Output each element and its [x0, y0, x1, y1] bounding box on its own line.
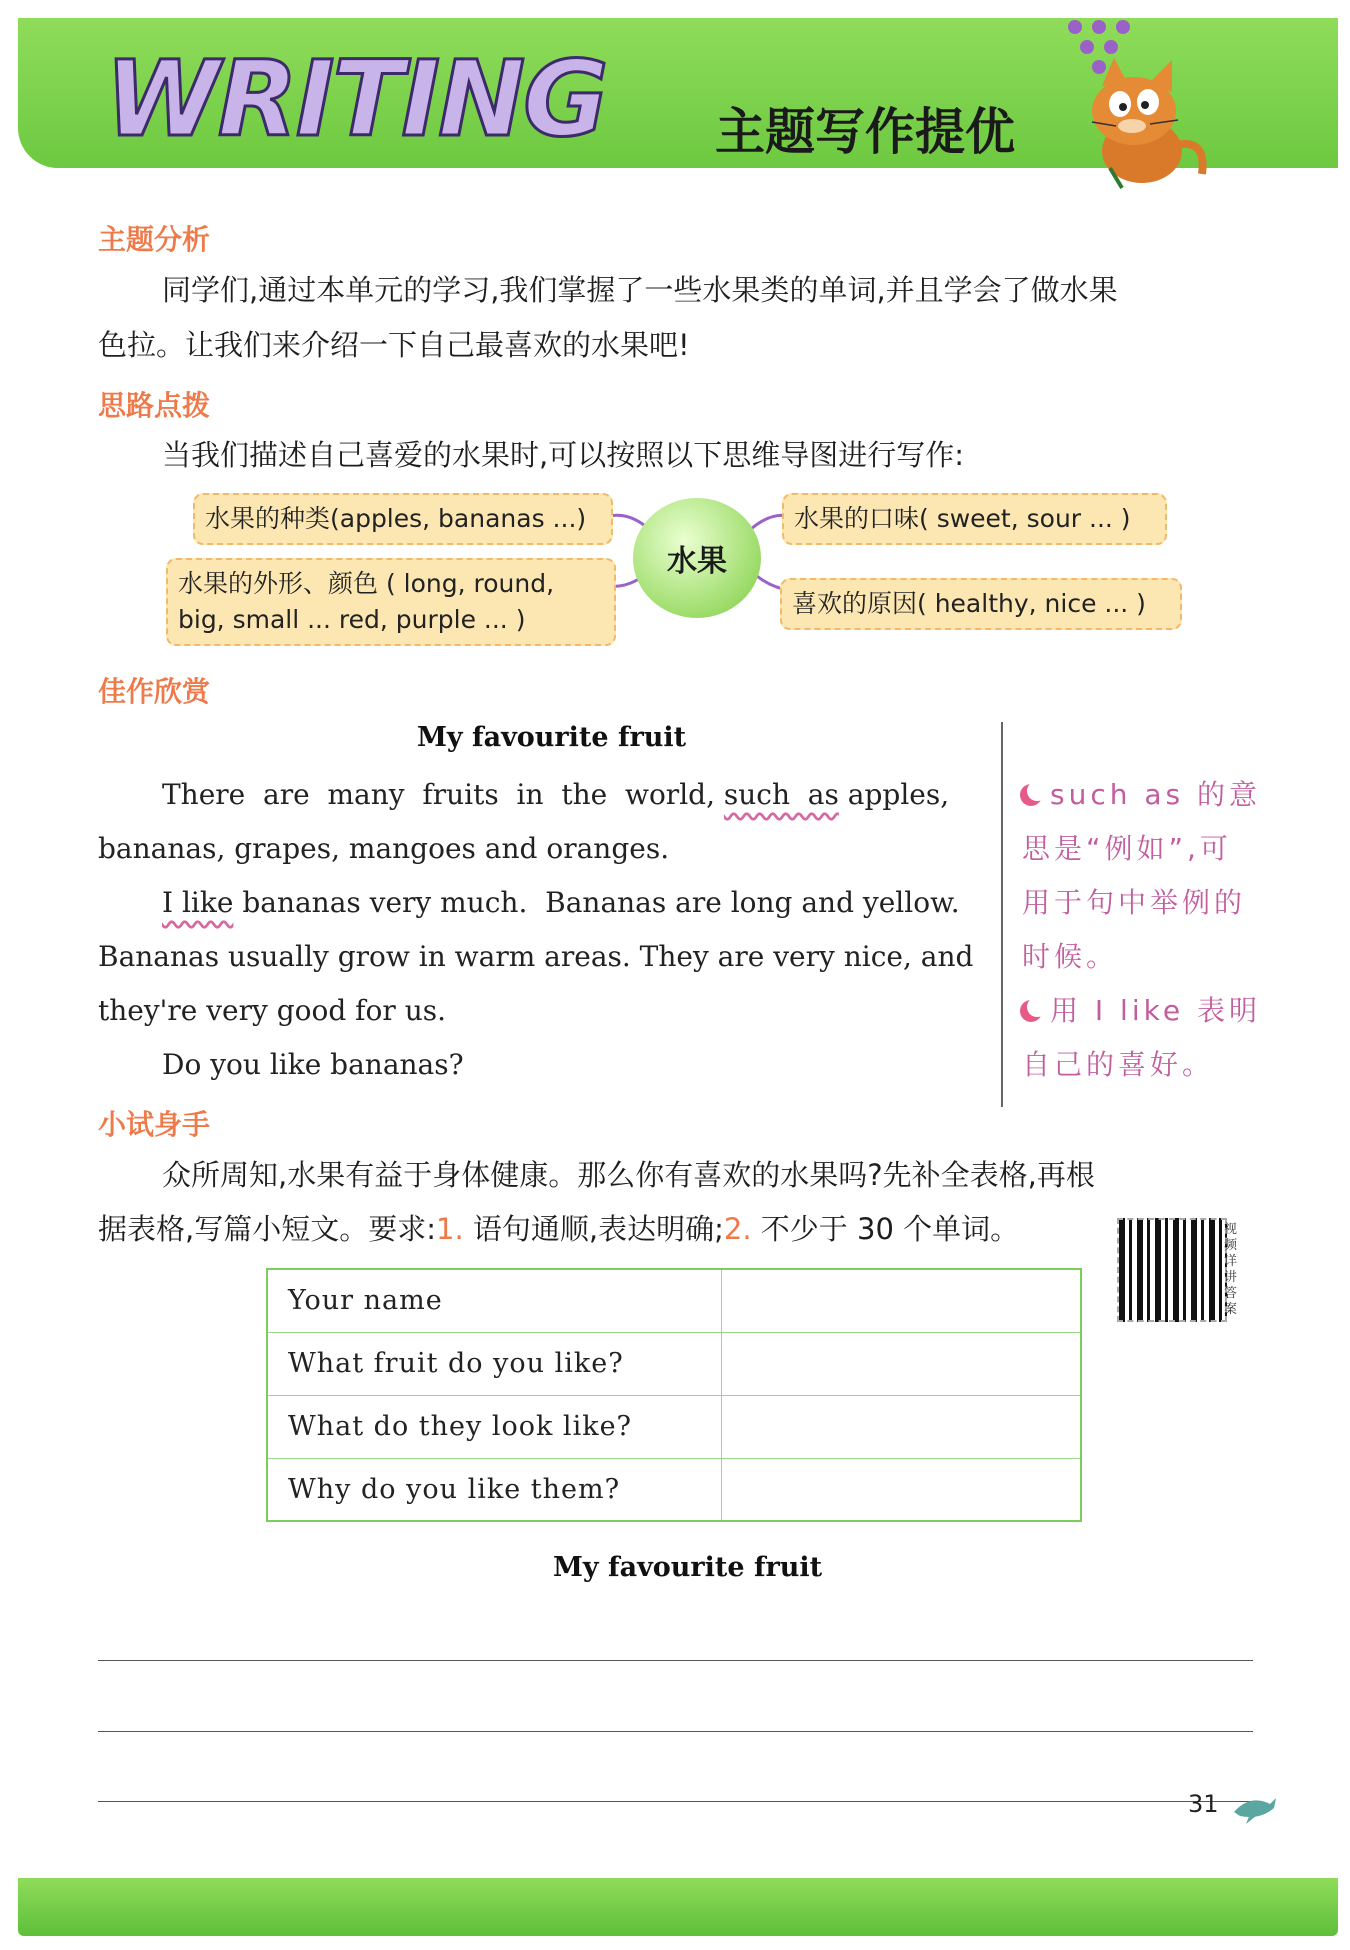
analysis-text-line2: 色拉。让我们来介绍一下自己最喜欢的水果吧! — [98, 328, 690, 362]
mind-map-reason: 喜欢的原因( healthy, nice ... ) — [780, 578, 1182, 630]
essay-text: There are many fruits in the world, — [162, 778, 715, 811]
essay-text: bananas very much. Bananas are long and yellow. — [233, 886, 960, 919]
cat-mascot-icon — [1072, 56, 1212, 191]
practice-text: 据表格,写篇小短文。要求: — [98, 1212, 436, 1246]
essay-p2-line1 — [162, 876, 960, 930]
essay-p1-line1 — [162, 768, 949, 822]
decor-dot — [1080, 40, 1094, 54]
note-text: 用 I like 表明 — [1050, 994, 1261, 1027]
table-answer-cell[interactable] — [721, 1332, 1081, 1395]
essay-p3: Do you like bananas? — [162, 1048, 464, 1081]
note1-line4: 时候。 — [1022, 940, 1119, 973]
essay-title: My favourite fruit — [417, 722, 687, 753]
note-text: such as 的意 — [1050, 778, 1262, 811]
table-row — [267, 1395, 1081, 1458]
table-row — [267, 1269, 1081, 1332]
decor-dot — [1104, 40, 1118, 54]
essay-text: apples, — [838, 778, 950, 811]
requirement-text: 不少于 30 个单词。 — [751, 1212, 1020, 1246]
qr-label: 视频详讲答案 — [1224, 1222, 1238, 1317]
table-question: What fruit do you like? — [267, 1332, 721, 1395]
writing-title: My favourite fruit — [553, 1552, 823, 1583]
note1-line2: 思是“例如”,可 — [1022, 832, 1232, 865]
practice-text-line2 — [98, 1202, 1019, 1256]
table-answer-cell[interactable] — [721, 1458, 1081, 1521]
writing-line[interactable] — [98, 1660, 1253, 1661]
dolphin-icon — [1230, 1790, 1280, 1830]
essay-p2-line3: they're very good for us. — [98, 994, 446, 1027]
practice-text-line1: 众所周知,水果有益于身体健康。那么你有喜欢的水果吗?先补全表格,再根 — [162, 1158, 1095, 1192]
moon-bullet-icon — [1020, 784, 1042, 806]
page-title: 主题写作提优 — [715, 103, 1015, 161]
section-heading-model: 佳作欣赏 — [98, 675, 211, 708]
section-heading-practice: 小试身手 — [98, 1108, 211, 1141]
section-heading-analysis: 主题分析 — [98, 223, 211, 256]
mind-map-center — [633, 498, 761, 618]
mind-map-center-label: 水果 — [667, 544, 727, 579]
decor-dot — [1068, 20, 1082, 34]
table-row — [267, 1458, 1081, 1521]
table-question: What do they look like? — [267, 1395, 721, 1458]
table-answer-cell[interactable] — [721, 1269, 1081, 1332]
writing-line[interactable] — [98, 1801, 1253, 1802]
writing-line[interactable] — [98, 1731, 1253, 1732]
analysis-text-line1: 同学们,通过本单元的学习,我们掌握了一些水果类的单词,并且学会了做水果 — [162, 273, 1118, 307]
requirement-number: 1. — [436, 1212, 464, 1246]
requirement-text: 语句通顺,表达明确; — [463, 1212, 724, 1246]
note2-line2: 自己的喜好。 — [1022, 1048, 1215, 1081]
essay-highlight-such-as: such as — [723, 778, 839, 811]
decor-dot — [1116, 20, 1130, 34]
qr-code-icon[interactable] — [1117, 1218, 1227, 1322]
decor-dot — [1092, 20, 1106, 34]
page-number: 31 — [1188, 1790, 1219, 1818]
essay-p2-line2: Bananas usually grow in warm areas. They are very nice, and — [98, 940, 974, 973]
essay-highlight-i-like: I like — [162, 886, 234, 919]
note2-line1 — [1020, 984, 1261, 1038]
mind-map-shape-color-line1: 水果的外形、颜色 ( long, round, — [178, 569, 555, 598]
footer-band — [18, 1878, 1338, 1936]
notes-divider — [1001, 722, 1003, 1107]
moon-bullet-icon — [1020, 1000, 1042, 1022]
note1-line3: 用于句中举例的 — [1022, 886, 1247, 919]
essay-p1-line2: bananas, grapes, mangoes and oranges. — [98, 832, 670, 865]
requirement-number: 2. — [723, 1212, 752, 1246]
mind-map-types: 水果的种类(apples, bananas ...) — [193, 493, 613, 545]
table-row — [267, 1332, 1081, 1395]
table-question: Why do you like them? — [267, 1458, 721, 1521]
writing-logo: WRITING — [105, 38, 607, 160]
mind-map-taste: 水果的口味( sweet, sour ... ) — [782, 493, 1167, 545]
mind-map-shape-color-line2: big, small ... red, purple ... ) — [178, 605, 526, 634]
guidance-intro: 当我们描述自己喜爱的水果时,可以按照以下思维导图进行写作: — [162, 438, 964, 472]
section-heading-guidance: 思路点拨 — [98, 389, 211, 422]
note1-line1 — [1020, 768, 1261, 822]
table-answer-cell[interactable] — [721, 1395, 1081, 1458]
table-question: Your name — [267, 1269, 721, 1332]
fruit-info-table — [266, 1268, 1082, 1522]
mind-map-shape-color — [166, 558, 616, 646]
